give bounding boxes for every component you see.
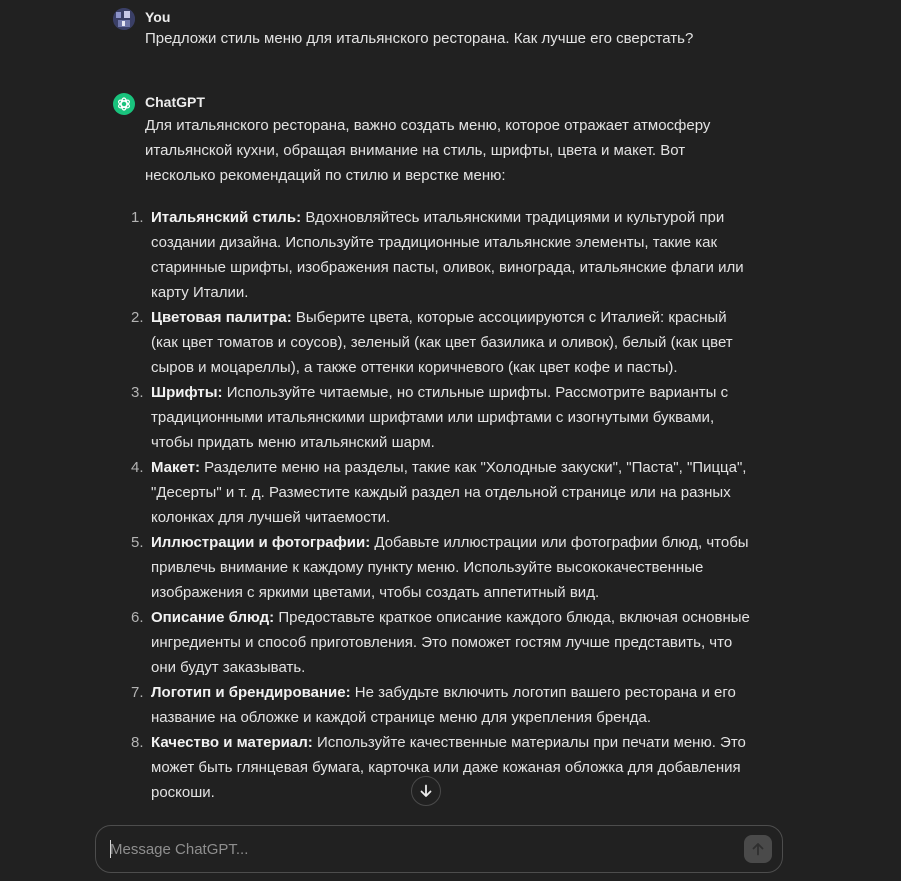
openai-logo-icon — [116, 96, 132, 112]
user-message-text: Предложи стиль меню для итальянского ресторана. Как лучше его сверстать? — [145, 30, 694, 47]
list-item-number: 7. — [131, 684, 144, 701]
list-item-number: 2. — [131, 309, 144, 326]
list-item-number: 6. — [131, 609, 144, 626]
user-avatar — [113, 8, 135, 30]
list-item-text: Выберите цвета, которые ассоциируются с Италией: красный (как цвет томатов и соусов), зеленый (как цвет базилика и оливок), белый (как цвет сыров и моцареллы), а также оттенки коричневого (как цвет кофе и пасты). — [151, 309, 733, 376]
list-item — [113, 380, 753, 455]
list-item-title: Логотип и брендирование: — [151, 684, 351, 701]
list-item-text: Добавьте иллюстрации или фотографии блюд, чтобы привлечь внимание к каждому пункту меню. Используйте высококачественные изображения с яркими цветами, чтобы создать аппетитный вид. — [151, 534, 749, 601]
list-item-title: Иллюстрации и фотографии: — [151, 534, 371, 551]
list-item-title: Описание блюд: — [151, 609, 275, 626]
list-item — [113, 305, 753, 380]
list-item — [113, 205, 753, 305]
list-item-text: Разделите меню на разделы, такие как "Холодные закуски", "Паста", "Пицца", "Десерты" и т. д. Разместите каждый раздел на отдельной странице или на разных колонках для лучшей читаемости. — [151, 459, 747, 526]
list-item-text: Используйте качественные материалы при печати меню. Это может быть глянцевая бумага, карточка или даже кожаная обложка для добавления роскоши. — [151, 734, 746, 801]
list-item-number: 8. — [131, 734, 144, 751]
text-caret — [110, 840, 111, 858]
assistant-intro-text: Для итальянского ресторана, важно создать меню, которое отражает атмосферу итальянской кухни, обращая внимание на стиль, шрифты, цвета и макет. Вот несколько рекомендаций по стилю и верстке меню: — [145, 117, 711, 184]
list-item — [113, 605, 753, 680]
arrow-up-icon — [751, 842, 765, 856]
scroll-to-bottom-button[interactable] — [411, 776, 441, 806]
list-item-title: Шрифты: — [151, 384, 223, 401]
list-item-title: Качество и материал: — [151, 734, 313, 751]
list-item-text: Используйте читаемые, но стильные шрифты. Рассмотрите варианты с традиционными итальянскими шрифтами или шрифтами с изогнутыми буквами, чтобы придать меню итальянский шарм. — [151, 384, 729, 451]
message-composer — [95, 825, 783, 873]
arrow-down-icon — [419, 784, 433, 798]
list-item-number: 5. — [131, 534, 144, 551]
recommendations-list — [113, 205, 753, 805]
list-item-text: Предоставьте краткое описание каждого блюда, включая основные ингредиенты и способ приготовления. Это поможет гостям лучше представить, что они будут заказывать. — [151, 609, 750, 676]
list-item-text: Не забудьте включить логотип вашего ресторана и его название на обложке и каждой странице меню для укрепления бренда. — [151, 684, 736, 726]
assistant-avatar — [113, 93, 135, 115]
list-item — [113, 455, 753, 530]
list-item-title: Макет: — [151, 459, 201, 476]
list-item-text: Вдохновляйтесь итальянскими традициями и культурой при создании дизайна. Используйте традиционные итальянские элементы, такие как старинные шрифты, изображения пасты, оливок, винограда, итальянские флаги или карту Италии. — [151, 209, 744, 301]
list-item-title: Цветовая палитра: — [151, 309, 292, 326]
assistant-author-name: ChatGPT — [145, 94, 205, 110]
user-avatar-icon — [113, 8, 135, 30]
list-item-number: 3. — [131, 384, 144, 401]
list-item-title: Итальянский стиль: — [151, 209, 302, 226]
list-item — [113, 530, 753, 605]
user-author-name: You — [145, 9, 171, 25]
list-item — [113, 680, 753, 730]
list-item-number: 1. — [131, 209, 144, 226]
message-input[interactable] — [110, 838, 710, 860]
list-item-number: 4. — [131, 459, 144, 476]
send-button[interactable] — [744, 835, 772, 863]
